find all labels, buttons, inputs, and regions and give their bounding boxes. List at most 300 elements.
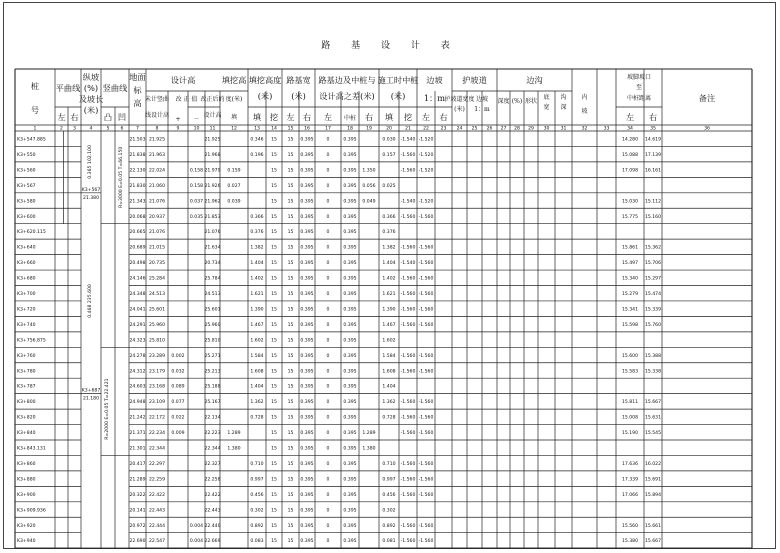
cell-value: 25.601 bbox=[204, 307, 221, 313]
column-number: 6 bbox=[120, 126, 124, 132]
cell-value: 15 bbox=[271, 168, 277, 174]
header-ditch: 边沟 bbox=[526, 75, 543, 85]
cell-value: 15 bbox=[271, 137, 277, 143]
cell-value: 0.395 bbox=[300, 183, 314, 189]
column-number: 13 bbox=[254, 126, 260, 132]
header-protect-ratio: 1：m bbox=[474, 106, 490, 113]
cell-value: 0.395 bbox=[300, 168, 314, 174]
cell-value: 0 bbox=[326, 261, 330, 267]
station-label: K3+680 bbox=[17, 276, 36, 282]
cell-value: 21.015 bbox=[148, 245, 166, 251]
cell-value: -1.560 bbox=[418, 322, 434, 328]
header-width: 路基宽 bbox=[286, 75, 311, 85]
cell-value: 1.382 bbox=[382, 245, 396, 251]
cell-value: -1.560 bbox=[418, 431, 434, 437]
cell-value: 0.395 bbox=[343, 353, 357, 359]
header-width-right: 右 bbox=[302, 112, 312, 122]
cell-value: 0.302 bbox=[382, 508, 396, 514]
cell-value: 17.636 bbox=[621, 461, 639, 467]
cell-value: 0.395 bbox=[300, 322, 314, 328]
cell-value: 16.161 bbox=[644, 168, 662, 174]
cell-value: 15 bbox=[271, 492, 277, 498]
cell-value: 20.937 bbox=[148, 214, 166, 220]
column-number: 2 bbox=[60, 126, 63, 132]
vcurve-note: R=2000 E=0.05 T=22.421 bbox=[105, 378, 110, 440]
header-foot-right: 右 bbox=[648, 112, 658, 122]
column-number: 30 bbox=[543, 126, 550, 132]
slope-note: 0.468 235.600 bbox=[88, 284, 93, 318]
cell-value: 1.390 bbox=[382, 307, 396, 313]
cell-value: 1.608 bbox=[382, 369, 396, 375]
cell-value: 15 bbox=[287, 400, 294, 406]
header-station: 桩 bbox=[30, 81, 40, 91]
cell-value: 0 bbox=[326, 353, 330, 359]
cell-value: 0 bbox=[326, 199, 330, 205]
cell-value: 0.395 bbox=[343, 183, 357, 189]
cell-value: -1.560 bbox=[418, 292, 434, 298]
cell-value: 0.395 bbox=[300, 446, 314, 452]
cell-value: 15 bbox=[287, 461, 294, 467]
cell-value: -1.520 bbox=[418, 199, 434, 205]
cell-value: 20.734 bbox=[204, 261, 221, 267]
cell-value: 0.366 bbox=[382, 214, 396, 220]
cell-value: -1.560 bbox=[418, 523, 434, 529]
cell-value: 0.395 bbox=[300, 137, 314, 143]
cell-value: 15 bbox=[287, 245, 294, 251]
header-diff: 路基边及中桩与 bbox=[318, 75, 376, 85]
header-fill: 填 bbox=[252, 112, 262, 122]
header-remark: 备注 bbox=[698, 93, 716, 103]
cell-value: 25.188 bbox=[204, 384, 221, 390]
cell-value: -1.540 bbox=[400, 199, 416, 205]
cell-value: 0.456 bbox=[250, 492, 264, 498]
cell-value: 0.049 bbox=[362, 199, 376, 205]
header-station: 号 bbox=[30, 105, 40, 115]
cell-value: 15.341 bbox=[621, 307, 639, 313]
cell-value: 0.395 bbox=[343, 415, 357, 421]
cell-value: 15 bbox=[287, 446, 294, 452]
cell-value: 20.141 bbox=[129, 508, 146, 514]
cell-value: 24.323 bbox=[129, 338, 146, 344]
header-plane-curve: 平曲线 bbox=[55, 83, 81, 93]
cell-value: -1.560 bbox=[418, 276, 434, 282]
cell-value: 24.513 bbox=[148, 292, 166, 298]
cell-value: 21.926 bbox=[204, 183, 221, 189]
cell-value: 1.380 bbox=[362, 446, 376, 452]
cell-value: -1.560 bbox=[400, 400, 416, 406]
column-number: 7 bbox=[136, 126, 139, 132]
cell-value: 20.689 bbox=[129, 245, 146, 251]
cell-value: 15 bbox=[271, 230, 277, 236]
cell-value: -1.560 bbox=[418, 477, 434, 483]
cell-value: 0.366 bbox=[250, 214, 264, 220]
cell-value: 22.234 bbox=[148, 431, 166, 437]
cell-value: 15.691 bbox=[644, 477, 662, 483]
cell-value: -1.560 bbox=[400, 245, 416, 251]
cell-value: 0.395 bbox=[300, 307, 314, 313]
cell-value: 1.362 bbox=[250, 400, 264, 406]
station-label: K3+787 bbox=[17, 384, 36, 390]
cell-value: 0 bbox=[326, 152, 330, 158]
cell-value: 0.395 bbox=[300, 492, 314, 498]
cell-value: 25.784 bbox=[204, 276, 221, 282]
column-number: 21 bbox=[405, 126, 411, 132]
cell-value: 22.172 bbox=[148, 415, 166, 421]
cell-value: 15.598 bbox=[621, 322, 639, 328]
cell-value: 22.258 bbox=[204, 477, 221, 483]
header-cut: 挖 bbox=[269, 112, 279, 122]
cell-value: 15 bbox=[287, 353, 294, 359]
cell-value: 15.190 bbox=[621, 431, 639, 437]
cell-value: 15 bbox=[271, 276, 277, 282]
station-label: K3+640 bbox=[17, 245, 36, 251]
cell-value: -1.540 bbox=[400, 137, 416, 143]
cell-value: 22.344 bbox=[148, 446, 166, 452]
cell-value: 21.242 bbox=[129, 415, 146, 421]
header-design-c: 改正后的 bbox=[200, 96, 225, 103]
vcurve-note: R=3000 E=0.05 T=66.150 bbox=[119, 146, 124, 209]
header-fillcut: 填挖高 bbox=[221, 75, 247, 85]
cell-value: -1.560 bbox=[400, 353, 416, 359]
station-label: K3+880 bbox=[17, 477, 36, 483]
cell-value: 0.395 bbox=[300, 415, 314, 421]
cell-value: 0.395 bbox=[300, 508, 314, 514]
column-number: 29 bbox=[528, 126, 534, 132]
cell-value: 21.289 bbox=[129, 477, 146, 483]
cell-value: 24.041 bbox=[129, 307, 146, 313]
slope-note: 0.365 102.100 bbox=[88, 145, 93, 179]
cell-value: 0.395 bbox=[300, 369, 314, 375]
cell-value: 0.395 bbox=[300, 261, 314, 267]
cell-value: 0.089 bbox=[171, 384, 185, 390]
cell-value: 1.467 bbox=[250, 322, 264, 328]
cell-value: 20.972 bbox=[129, 523, 146, 529]
cell-value: 24.291 bbox=[129, 322, 146, 328]
header-design-c: 设计高 bbox=[203, 112, 222, 119]
cell-value: 1.608 bbox=[250, 369, 264, 375]
cell-value: -1.560 bbox=[418, 353, 434, 359]
station-label: K3+860 bbox=[17, 461, 36, 467]
cell-value: 22.422 bbox=[148, 492, 166, 498]
cell-value: 15 bbox=[287, 369, 294, 375]
header-construct: (米) bbox=[390, 91, 406, 101]
header-vcurve: 竖曲线 bbox=[102, 83, 128, 93]
cell-value: 15.279 bbox=[621, 292, 639, 298]
cell-value: 0 bbox=[326, 292, 330, 298]
cell-value: -1.560 bbox=[400, 322, 416, 328]
column-number: 36 bbox=[704, 126, 710, 132]
column-number: 24 bbox=[456, 126, 463, 132]
cell-value: 15.631 bbox=[644, 415, 662, 421]
cell-value: 1.602 bbox=[382, 338, 396, 344]
cell-value: 1.584 bbox=[382, 353, 396, 359]
header-construct-fill: 填 bbox=[384, 112, 394, 122]
header-fillcut: 度(米) bbox=[225, 96, 243, 103]
cell-value: 22.130 bbox=[129, 168, 146, 174]
cell-value: 0.395 bbox=[343, 431, 357, 437]
header-ground: 地面 bbox=[129, 72, 146, 82]
column-number: 4 bbox=[89, 126, 93, 132]
station-label: K3+660 bbox=[17, 261, 36, 267]
header-design-a: 线设计高 bbox=[144, 112, 170, 119]
cell-value: 0.395 bbox=[300, 353, 314, 359]
cell-value: 0.395 bbox=[300, 539, 314, 545]
cell-value: 0 bbox=[326, 322, 330, 328]
cell-value: 0.395 bbox=[343, 152, 357, 158]
cell-value: 25.810 bbox=[204, 338, 221, 344]
slope-station: K3+687 bbox=[81, 388, 101, 394]
cell-value: 20.735 bbox=[148, 261, 166, 267]
cell-value: 15 bbox=[287, 152, 294, 158]
cell-value: 1.404 bbox=[250, 261, 264, 267]
cell-value: 0.395 bbox=[300, 214, 314, 220]
cell-value: -1.560 bbox=[400, 461, 416, 467]
cell-value: 0.081 bbox=[382, 539, 396, 545]
cell-value: 0 bbox=[326, 477, 330, 483]
cell-value: 15 bbox=[287, 168, 294, 174]
cell-value: 15 bbox=[287, 292, 294, 298]
header-fillcut: (米) bbox=[257, 91, 273, 101]
cell-value: 24.348 bbox=[129, 292, 146, 298]
cell-value: 20.068 bbox=[129, 214, 146, 220]
cell-value: 0.158 bbox=[189, 168, 204, 174]
cell-value: 0.395 bbox=[300, 431, 314, 437]
cell-value: 15.775 bbox=[621, 214, 639, 220]
cell-value: 0 bbox=[326, 492, 330, 498]
cell-value: 0.395 bbox=[300, 461, 314, 467]
header-ditch-bottom: 宽 bbox=[543, 104, 550, 111]
cell-value: 0.395 bbox=[343, 292, 357, 298]
cell-value: 15.894 bbox=[644, 492, 662, 498]
cell-value: 0 bbox=[326, 230, 330, 236]
cell-value: 15 bbox=[271, 338, 277, 344]
cell-value: 20.498 bbox=[129, 261, 146, 267]
cell-value: -1.560 bbox=[418, 307, 434, 313]
cell-value: -1.560 bbox=[418, 415, 434, 421]
column-number: 23 bbox=[440, 126, 447, 132]
cell-value: 15 bbox=[271, 292, 277, 298]
cell-value: 15.560 bbox=[621, 523, 639, 529]
header-plane-left: 左 bbox=[57, 112, 66, 122]
station-label: K3+840 bbox=[17, 431, 36, 437]
cell-value: 22.669 bbox=[204, 539, 221, 545]
cell-value: 0.032 bbox=[171, 369, 185, 375]
cell-value: 0.395 bbox=[343, 369, 357, 375]
cell-value: 0 bbox=[326, 539, 330, 545]
cell-value: 0.395 bbox=[343, 261, 357, 267]
cell-value: -1.560 bbox=[418, 261, 434, 267]
cell-value: 1.404 bbox=[382, 261, 396, 267]
column-number: 26 bbox=[486, 126, 493, 132]
cell-value: 21.853 bbox=[204, 214, 221, 220]
cell-value: 24.278 bbox=[129, 353, 146, 359]
header-width: (米) bbox=[291, 91, 306, 101]
cell-value: 15.340 bbox=[621, 276, 639, 282]
cell-value: 0.395 bbox=[300, 230, 314, 236]
cell-value: 15.760 bbox=[644, 322, 662, 328]
cell-value: 0.395 bbox=[300, 384, 314, 390]
header-ditch-inner: 内 bbox=[581, 94, 588, 101]
cell-value: 15 bbox=[287, 338, 294, 344]
cell-value: 21.301 bbox=[129, 446, 146, 452]
cell-value: 22.444 bbox=[148, 523, 166, 529]
cell-value: 0.039 bbox=[227, 199, 241, 205]
cell-value: 21.634 bbox=[204, 245, 221, 251]
cell-value: 1.402 bbox=[382, 276, 396, 282]
cell-value: 25.284 bbox=[148, 276, 166, 282]
cell-value: -1.560 bbox=[400, 539, 416, 545]
column-number: 25 bbox=[471, 126, 478, 132]
header-construct: 施工时中桩 bbox=[377, 75, 419, 85]
cell-value: 0 bbox=[326, 446, 330, 452]
column-number: 5 bbox=[106, 126, 110, 132]
cell-value: 0.395 bbox=[343, 523, 357, 529]
cell-value: 0 bbox=[326, 400, 330, 406]
cell-value: 0 bbox=[326, 137, 330, 143]
slope-elev: 21.380 bbox=[82, 195, 100, 201]
cell-value: 15 bbox=[287, 230, 294, 236]
cell-value: 15.706 bbox=[644, 261, 662, 267]
cell-value: -1.560 bbox=[418, 400, 434, 406]
cell-value: 15 bbox=[271, 431, 277, 437]
cell-value: 0.395 bbox=[343, 461, 357, 467]
header-side-left: 左 bbox=[421, 112, 431, 122]
cell-value: 0.892 bbox=[250, 523, 264, 529]
cell-value: 15.362 bbox=[644, 245, 662, 251]
cell-value: 15 bbox=[287, 199, 294, 205]
cell-value: 15 bbox=[287, 137, 294, 143]
header-slope: (%) bbox=[83, 83, 99, 93]
cell-value: 0.395 bbox=[343, 446, 357, 452]
cell-value: 15 bbox=[271, 384, 277, 390]
cell-value: 0.030 bbox=[382, 137, 396, 143]
cell-value: 1.602 bbox=[250, 338, 264, 344]
header-fillcut: 填挖高度 bbox=[248, 75, 282, 85]
cell-value: 0.027 bbox=[227, 183, 241, 189]
header-diff: 设计高之差(米) bbox=[319, 91, 375, 101]
cell-value: 22.440 bbox=[204, 523, 221, 529]
station-label: K3+580 bbox=[17, 199, 36, 205]
cell-value: 15 bbox=[271, 415, 277, 421]
cell-value: 0.004 bbox=[189, 523, 204, 529]
cell-value: -1.560 bbox=[400, 369, 416, 375]
cell-value: 20.417 bbox=[129, 461, 146, 467]
cell-value: -1.560 bbox=[400, 292, 416, 298]
cell-value: 0.395 bbox=[343, 276, 357, 282]
header-ditch-inner: 坡 bbox=[581, 108, 588, 115]
cell-value: 0.395 bbox=[300, 276, 314, 282]
cell-value: 15 bbox=[271, 322, 277, 328]
cell-value: 17.066 bbox=[621, 492, 639, 498]
cell-value: 0.395 bbox=[300, 292, 314, 298]
cell-value: 23.109 bbox=[148, 400, 166, 406]
cell-value: 15.583 bbox=[621, 369, 639, 375]
cell-value: 0 bbox=[326, 523, 330, 529]
cell-value: 0 bbox=[326, 461, 330, 467]
cell-value: 17.139 bbox=[644, 152, 662, 158]
cell-value: 1.380 bbox=[227, 446, 241, 452]
cell-value: 1.621 bbox=[382, 292, 396, 298]
cell-value: -1.520 bbox=[418, 152, 434, 158]
column-number: 35 bbox=[650, 126, 656, 132]
cell-value: 21.076 bbox=[204, 230, 221, 236]
cell-value: 15 bbox=[287, 183, 294, 189]
cell-value: 15.380 bbox=[621, 539, 639, 545]
cell-value: -1.560 bbox=[400, 492, 416, 498]
cell-value: 0.302 bbox=[250, 508, 264, 514]
station-label: K3+720 bbox=[17, 307, 36, 313]
cell-value: -1.560 bbox=[400, 276, 416, 282]
cell-value: 22.690 bbox=[129, 539, 146, 545]
cell-value: 21.060 bbox=[148, 183, 166, 189]
cell-value: 0.710 bbox=[250, 461, 264, 467]
cell-value: 0 bbox=[326, 245, 330, 251]
cell-value: 15 bbox=[271, 152, 277, 158]
cell-value: 15 bbox=[287, 492, 294, 498]
header-diff-center: 中桩 bbox=[343, 115, 357, 122]
cell-value: 15.661 bbox=[644, 523, 662, 529]
header-protect-width: 护坡道宽度 bbox=[444, 96, 475, 103]
cell-value: 25.810 bbox=[148, 338, 166, 344]
header-slope: 纵坡 bbox=[82, 72, 100, 82]
column-number: 16 bbox=[304, 126, 310, 132]
cell-value: 22.443 bbox=[204, 508, 221, 514]
station-label: K3+800 bbox=[17, 400, 36, 406]
column-number: 9 bbox=[176, 126, 180, 132]
cell-value: 15 bbox=[287, 539, 294, 545]
cell-value: 15.667 bbox=[644, 539, 662, 545]
column-number: 14 bbox=[271, 126, 277, 132]
header-diff-left: 左 bbox=[323, 112, 333, 122]
cell-value: 23.179 bbox=[148, 369, 166, 375]
cell-value: 21.343 bbox=[129, 199, 146, 205]
header-minus: － bbox=[193, 116, 200, 123]
header-side-right: 右 bbox=[439, 112, 448, 122]
cell-value: 0.395 bbox=[343, 199, 357, 205]
cell-value: 15 bbox=[287, 415, 294, 421]
cell-value: -1.560 bbox=[400, 523, 416, 529]
cell-value: 0.395 bbox=[343, 492, 357, 498]
station-label: K3+567 bbox=[17, 183, 36, 189]
header-side-ratio: 1：m bbox=[423, 93, 446, 103]
cell-value: 15.497 bbox=[621, 261, 639, 267]
cell-value: 0.395 bbox=[343, 477, 357, 483]
cell-value: 15.088 bbox=[621, 152, 639, 158]
cell-value: -1.560 bbox=[400, 168, 416, 174]
column-number: 12 bbox=[231, 126, 237, 132]
header-vcurve-convex: 凸 bbox=[103, 112, 113, 122]
cell-value: 15 bbox=[287, 307, 294, 313]
cell-value: 0.376 bbox=[382, 230, 396, 236]
cell-value: -1.560 bbox=[400, 415, 416, 421]
cell-value: 0.395 bbox=[343, 168, 357, 174]
cell-value: 23.289 bbox=[148, 353, 166, 359]
cell-value: 22.297 bbox=[148, 461, 166, 467]
cell-value: 15 bbox=[271, 245, 277, 251]
cell-value: 24.948 bbox=[129, 400, 146, 406]
header-foot: 中桩距离 bbox=[626, 95, 652, 102]
cell-value: 15.339 bbox=[644, 307, 662, 313]
cell-value: 15 bbox=[271, 446, 277, 452]
cell-value: 21.979 bbox=[204, 168, 221, 174]
cell-value: 0.395 bbox=[343, 400, 357, 406]
station-label: K3+820 bbox=[17, 415, 36, 421]
column-number: 8 bbox=[155, 126, 159, 132]
cell-value: 21.925 bbox=[204, 137, 221, 143]
cell-value: 21.830 bbox=[129, 183, 146, 189]
cell-value: 15 bbox=[271, 508, 277, 514]
station-label: K3+700 bbox=[17, 292, 36, 298]
